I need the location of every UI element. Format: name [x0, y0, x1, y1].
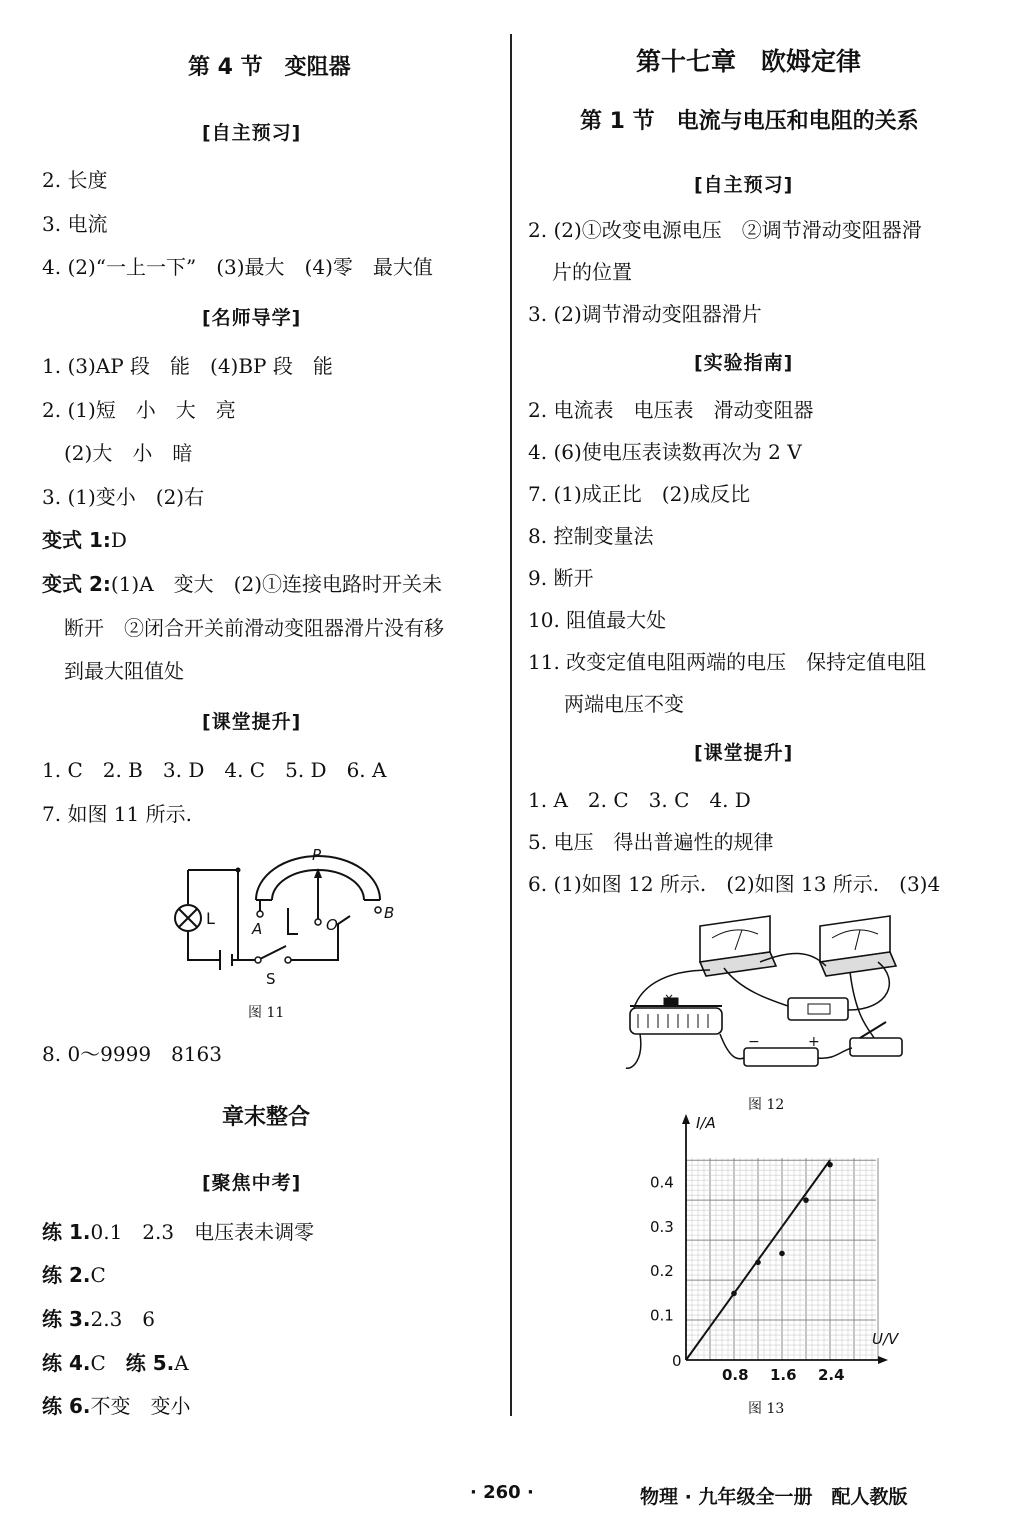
data-point — [731, 1291, 737, 1297]
chapter-summary-title: 章末整合 — [222, 1105, 311, 1130]
figure-11-circuit — [168, 838, 408, 988]
exercise-text: C — [90, 1351, 126, 1375]
label-S: S — [266, 970, 276, 988]
answer-line: 4. (6)使电压表读数再次为 2 V — [528, 440, 802, 464]
section-title: 第 4 节 变阻器 — [188, 55, 351, 80]
y-tick-label: 0.2 — [650, 1262, 674, 1281]
subhead-guide: [名师导学] — [202, 307, 302, 329]
answer-line: 两端电压不变 — [564, 692, 684, 716]
figure-caption: 图 13 — [748, 1401, 785, 1417]
answer-line: 1. C 2. B 3. D 4. C 5. D 6. A — [42, 758, 387, 782]
data-point — [827, 1162, 833, 1168]
wire — [626, 1034, 641, 1068]
switch-base — [850, 1038, 902, 1056]
svg-text:×: × — [664, 991, 675, 1005]
subhead-lab: [实验指南] — [694, 352, 794, 374]
variant-text: (1)A 变大 (2)①连接电路时开关未 — [110, 572, 442, 596]
switch-contact — [285, 957, 291, 963]
exercise-label: 练 1. — [42, 1220, 91, 1244]
answer-line: 1. (3)AP 段 能 (4)BP 段 能 — [42, 354, 333, 378]
wire — [720, 1034, 744, 1059]
variant-label: 变式 2: — [42, 572, 111, 596]
wire — [188, 932, 220, 960]
label-minus: − — [748, 1034, 760, 1050]
label-B: B — [384, 904, 395, 922]
answer-line: 2. 电流表 电压表 滑动变阻器 — [528, 398, 814, 422]
answer-line: (2)大 小 暗 — [64, 441, 193, 465]
answer-line: 9. 断开 — [528, 566, 594, 590]
y-tick-label: 0.3 — [650, 1217, 674, 1236]
exercise-3 — [42, 1305, 155, 1333]
book-title: 物理 · 九年级全一册 配人教版 — [640, 1486, 908, 1508]
label-L: L — [206, 909, 215, 928]
answer-line: 6. (1)如图 12 所示. (2)如图 13 所示. (3)4 — [528, 872, 941, 896]
variant-1 — [42, 526, 127, 554]
answer-line: 8. 0～9999 8163 — [42, 1042, 222, 1066]
variant-label: 变式 1: — [42, 528, 111, 552]
exercise-text: C — [90, 1263, 106, 1287]
label-A: A — [252, 920, 263, 938]
page-number: · 260 · — [470, 1482, 534, 1503]
exercise-2 — [42, 1261, 106, 1289]
answer-line: 4. (2)“一上一下” (3)最大 (4)零 最大值 — [42, 255, 433, 279]
subhead-preview: [自主预习] — [202, 122, 302, 144]
node — [236, 868, 241, 873]
answer-line: 7. 如图 11 所示. — [42, 802, 192, 826]
answer-line: 3. 电流 — [42, 212, 108, 236]
x-axis-label: U/V — [872, 1330, 899, 1348]
answer-line: 断开 ②闭合开关前滑动变阻器滑片没有移 — [64, 616, 444, 640]
answer-line: 3. (1)变小 (2)右 — [42, 485, 205, 509]
label-P: P — [312, 846, 322, 864]
answer-line: 2. (1)短 小 大 亮 — [42, 398, 236, 422]
exercise-label: 练 6. — [42, 1394, 91, 1418]
exercise-text: 不变 变小 — [90, 1394, 191, 1418]
wire — [850, 972, 874, 1038]
subhead-focus: [聚焦中考] — [202, 1172, 302, 1194]
terminal-B — [375, 907, 381, 913]
x-axis-arrow — [878, 1356, 888, 1364]
answer-line: 2. 长度 — [42, 168, 108, 192]
subhead-class: [课堂提升] — [202, 711, 302, 733]
subhead-preview: [自主预习] — [694, 174, 794, 196]
column-divider — [510, 34, 512, 1416]
wire — [818, 1048, 852, 1058]
exercise-label: 练 2. — [42, 1263, 91, 1287]
wire — [724, 968, 788, 1006]
answer-line: 11. 改变定值电阻两端的电压 保持定值电阻 — [528, 650, 927, 674]
exercise-6 — [42, 1392, 190, 1420]
section-title: 第 1 节 电流与电压和电阻的关系 — [580, 109, 919, 134]
answer-line: 7. (1)成正比 (2)成反比 — [528, 482, 751, 506]
switch-blade — [258, 946, 286, 960]
chapter-title: 第十七章 欧姆定律 — [636, 47, 862, 76]
data-point — [755, 1260, 761, 1266]
answer-line: 5. 电压 得出普遍性的规律 — [528, 830, 774, 854]
wire — [288, 908, 298, 934]
figure-13-chart — [622, 1114, 899, 1390]
x-tick-label: 2.4 — [818, 1366, 845, 1384]
origin-label: 0 — [672, 1352, 682, 1370]
answer-line: 片的位置 — [552, 260, 632, 284]
answer-line: 1. A 2. C 3. C 4. D — [528, 788, 751, 812]
figure-caption: 图 12 — [748, 1097, 785, 1113]
figure-12-apparatus — [620, 910, 920, 1082]
x-tick-label: 0.8 — [722, 1366, 749, 1384]
exercise-label: 练 3. — [42, 1307, 91, 1331]
exercise-4-5 — [42, 1349, 189, 1377]
resistor-board — [788, 998, 848, 1020]
label-plus: + — [808, 1034, 820, 1050]
data-point — [803, 1197, 809, 1203]
y-axis-arrow — [682, 1114, 690, 1124]
exercise-text: 2.3 6 — [90, 1307, 156, 1331]
terminal-O — [315, 919, 321, 925]
y-tick-label: 0.1 — [650, 1306, 674, 1325]
x-tick-label: 1.6 — [770, 1366, 797, 1384]
answer-line: 10. 阻值最大处 — [528, 608, 667, 632]
terminal-A — [257, 911, 263, 917]
exercise-1 — [42, 1218, 314, 1246]
exercise-text: 0.1 2.3 电压表未调零 — [90, 1220, 315, 1244]
data-point — [779, 1251, 785, 1257]
y-tick-label: 0.4 — [650, 1173, 674, 1192]
variant-text: D — [110, 528, 127, 552]
figure-caption: 图 11 — [248, 1005, 285, 1021]
answer-line: 8. 控制变量法 — [528, 524, 654, 548]
subhead-class: [课堂提升] — [694, 742, 794, 764]
label-O: O — [326, 916, 338, 934]
answer-line: 3. (2)调节滑动变阻器滑片 — [528, 302, 762, 326]
exercise-label: 练 4. — [42, 1351, 91, 1375]
switch-contact — [255, 957, 261, 963]
answer-line: 到最大阻值处 — [64, 659, 184, 683]
y-axis-label: I/A — [696, 1114, 716, 1132]
battery-box — [744, 1048, 818, 1066]
variant-2 — [42, 570, 442, 598]
exercise-label: 练 5. — [125, 1351, 175, 1375]
answer-line: 2. (2)①改变电源电压 ②调节滑动变阻器滑 — [528, 218, 922, 242]
exercise-text: A — [174, 1351, 189, 1375]
